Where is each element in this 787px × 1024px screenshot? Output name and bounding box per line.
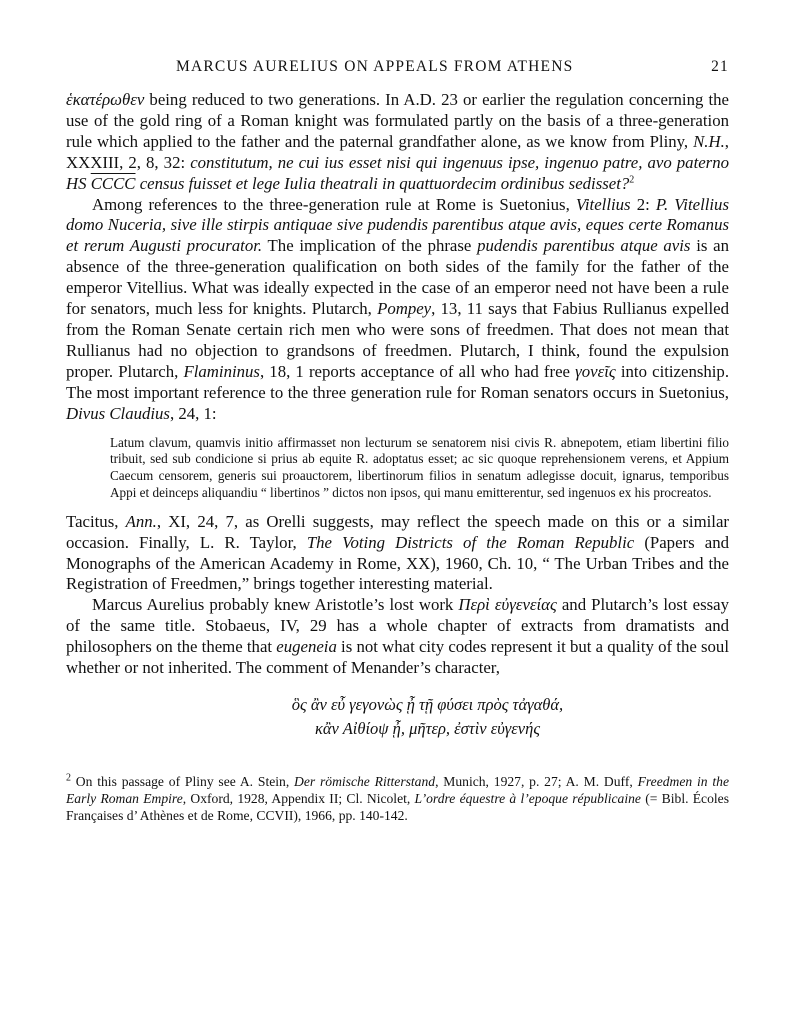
numeral-overline: CCCC (90, 173, 136, 193)
greek-word: γονεῖς (575, 361, 616, 381)
book-title: The Voting Districts of the Roman Republic (306, 532, 635, 552)
term: eugeneia (276, 637, 337, 657)
citation: Divus Claudius (66, 403, 170, 423)
book-title: Der römische Ritterstand (294, 773, 436, 789)
book-title: L’ordre équestre à l’epoque républicaine (414, 790, 641, 806)
paragraph-1 (66, 90, 729, 195)
latin-phrase: pudendis parentibus atque avis (477, 236, 691, 256)
text-span: Tacitus, (66, 511, 126, 531)
text-span: being reduced to two generations. In A.D. 23 or earlier the regulation concerning the use of the gold ring of a Roman knight was formulated partly on the basis of a three-generation rule which applied to the father and the paternal grandfather alone, as we know from Pliny, (66, 90, 729, 151)
text-span: is an absence of the three-generation qualification on both sides of the family for the father of the emperor Vitellius. What was ideally expected in the case of an emperor need not have been a rule for senators, much less for knights. Plutarch, (66, 236, 729, 319)
greek-title: Περὶ εὐγενείας (458, 595, 557, 615)
footnote-marker: 2 (66, 772, 71, 784)
text-span: , 24, 1: (169, 403, 217, 423)
paragraph-4 (66, 595, 729, 679)
latin-quote: census fuisset et lege Iulia theatrali in quattuordecim ordinibus sedisset? (135, 173, 630, 193)
footnote (66, 773, 729, 824)
citation: Flamininus (183, 361, 260, 381)
text-span: into citizenship. The most important reference to the three generation rule for Roman senators occurs in Suetonius, (66, 361, 730, 402)
paragraph-3 (66, 512, 729, 596)
verse-line-2: κἂν Αἰθίοψ ᾖ, μῆτερ, ἐστὶν εὐγενής (314, 718, 541, 738)
verse-line-1: ὃς ἂν εὖ γεγονὼς ᾖ τῇ φύσει πρὸς τἀγαθά, (291, 694, 564, 714)
block-quote: Latum clavum, quamvis initio affirmasset non lecturum se senatorem nisi civis R. abnepotem, etiam libertini filio tribuit, sed sub condicione si prius ab equite R. adoptatus esset; ac sic quoque reprehensionem verens, et Appium Caecum censorem, generis sui proauctorem, libertinorum filios in senatum adlegisse docuit, ignarus, temporibus Appi et deinceps aliquandiu “ libertinos ” dictos non ipsos, qui manu emitterentur, sed ingenuos ex his procreatos. (110, 434, 729, 500)
text-span: , Oxford, 1928, Appendix II; Cl. Nicolet, (182, 790, 415, 806)
page (66, 58, 729, 824)
greek-word: ἑκατέρωθεν (66, 90, 145, 109)
text-span: (Papers and Monographs of the American Academy in Rome, XX), 1960, Ch. 10, “ The Urban Tribes and the Registration of Freedmen,” brings together interesting material. (66, 532, 729, 594)
citation: Ann. (125, 511, 157, 531)
citation: Vitellius (575, 194, 631, 214)
latin-quote: constitutum, ne cui ius esset nisi qui ingenuus ipse, ingenuo patre, avo paterno HS (66, 152, 729, 193)
text-span: and Plutarch’s lost essay of the same title. Stobaeus, IV, 29 has a whole chapter of extracts from dramatists and philosophers on the theme that (66, 595, 729, 657)
text-span: , XXXIII, 2, 8, 32: (66, 131, 729, 172)
text-span: 2: (630, 194, 656, 214)
text-span: Marcus Aurelius probably knew Aristotle’s lost work (92, 595, 459, 615)
text-span: , XI, 24, 7, as Orelli suggests, may reflect the speech made on this or a similar occasion. Finally, L. R. Taylor, (66, 511, 729, 552)
running-header (66, 58, 729, 76)
running-title: MARCUS AURELIUS ON APPEALS FROM ATHENS (176, 58, 574, 75)
text-span: , 18, 1 reports acceptance of all who had free (259, 361, 576, 381)
text-span: (= Bibl. Écoles Françaises d’ Athènes et de Rome, CCVII), 1966, pp. 140-142. (66, 790, 729, 823)
paragraph-2 (66, 195, 729, 425)
footnote-reference[interactable]: 2 (629, 174, 635, 186)
citation: Pompey (377, 299, 432, 319)
text-span: is not what city codes represent it but a quality of the soul whether or not inherited. The comment of Menander’s character, (66, 637, 729, 678)
citation: N.H. (693, 131, 725, 151)
footnote-separator (66, 755, 729, 763)
page-number: 21 (711, 58, 729, 75)
latin-quote: P. Vitellius domo Nuceria, sive ille stirpis antiquae sive pudendis parentibus atque avis, eques certe Romanus et rerum Augusti procurator. (66, 194, 729, 256)
text-span: , Munich, 1927, p. 27; A. M. Duff, (435, 773, 638, 789)
text-span: Among references to the three-generation rule at Rome is Suetonius, (92, 194, 576, 214)
book-title: Freedmen in the Early Roman Empire (66, 773, 729, 806)
text-span: , 13, 11 says that Fabius Rullianus expelled from the Roman Senate certain rich men who were sons of freedmen. That does not mean that Rullianus had no objection to grandsons of freedmen. Plutarch, I think, found the expulsion proper. Plutarch, (66, 299, 729, 381)
text-span: On this passage of Pliny see A. Stein, (71, 773, 295, 789)
greek-verse (66, 693, 729, 741)
text-span: The implication of the phrase (262, 236, 478, 256)
